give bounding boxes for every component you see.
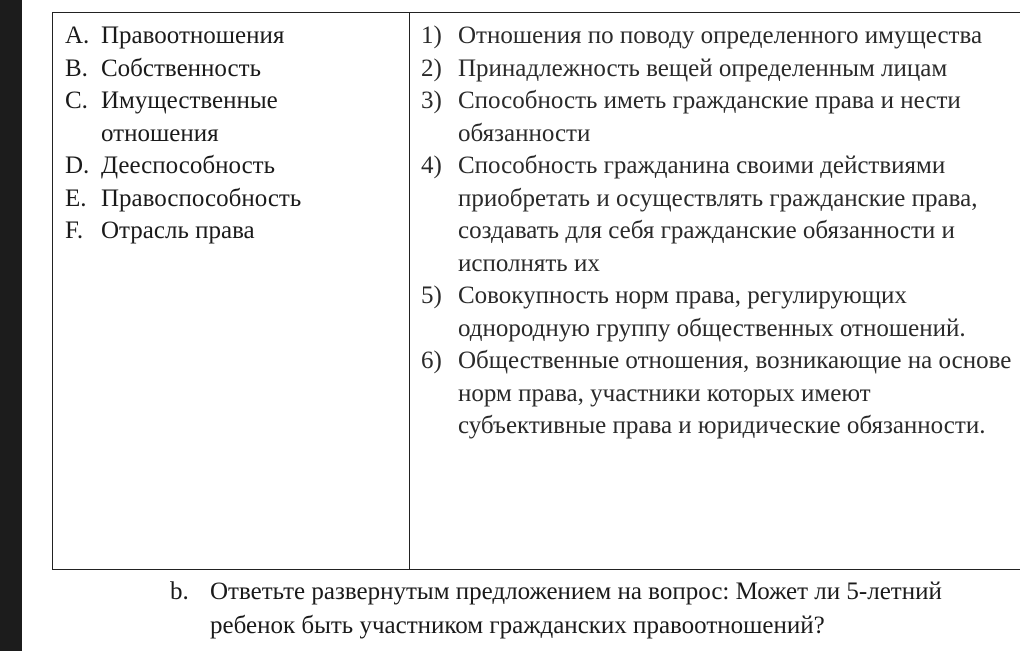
term-text: Отрасль права bbox=[101, 217, 255, 244]
terms-list bbox=[65, 20, 381, 248]
term-item bbox=[65, 85, 381, 150]
definition-number: 3) bbox=[421, 87, 442, 114]
question-text: Ответьте развернутым предложением на вопрос: Может ли 5-летний ребенок быть участником гражданских правоотношений? bbox=[210, 578, 942, 639]
term-letter: B. bbox=[65, 54, 88, 82]
term-text: Имущественные отношения bbox=[101, 87, 278, 147]
definition-number: 5) bbox=[421, 282, 442, 309]
term-letter: F. bbox=[65, 217, 84, 244]
definitions-list bbox=[421, 20, 1018, 443]
term-text: Правоотношения bbox=[101, 22, 285, 49]
definition-item bbox=[421, 345, 1018, 443]
definition-number: 6) bbox=[421, 347, 442, 374]
definition-item bbox=[421, 85, 1018, 150]
term-item bbox=[65, 20, 381, 53]
definition-item bbox=[421, 280, 1018, 345]
term-item bbox=[65, 53, 381, 86]
left-edge-bar bbox=[0, 0, 22, 651]
definition-text: Отношения по поводу определенного имущества bbox=[458, 22, 983, 49]
term-item bbox=[65, 215, 381, 248]
definition-text: Принадлежность вещей определенным лицам bbox=[458, 54, 948, 82]
term-text: Правоспособность bbox=[101, 184, 302, 212]
matching-table bbox=[52, 12, 1020, 570]
term-text: Собственность bbox=[101, 54, 261, 82]
definition-text: Общественные отношения, возникающие на основе норм права, участники которых имеют субъективные права и юридические обязанности. bbox=[458, 347, 1012, 439]
term-letter: E. bbox=[65, 184, 87, 212]
definition-number: 2) bbox=[421, 54, 442, 82]
definition-text: Совокупность норм права, регулирующих однородную группу общественных отношений. bbox=[458, 282, 966, 342]
term-text: Дееспособность bbox=[101, 152, 276, 179]
term-item bbox=[65, 150, 381, 183]
term-letter: C. bbox=[65, 87, 88, 114]
definition-item bbox=[421, 20, 1018, 53]
definition-text: Способность иметь гражданские права и нести обязанности bbox=[458, 87, 961, 147]
definition-item bbox=[421, 53, 1018, 86]
question-letter: b. bbox=[170, 578, 189, 605]
column-divider bbox=[409, 13, 410, 569]
definition-text: Способность гражданина своими действиями приобретать и осуществлять гражданские права, создавать для себя гражданские обязанности и исполнять их bbox=[458, 152, 978, 277]
term-letter: A. bbox=[65, 22, 90, 49]
definition-item bbox=[421, 150, 1018, 280]
definition-number: 4) bbox=[421, 152, 442, 179]
definition-number: 1) bbox=[421, 22, 442, 49]
term-item bbox=[65, 183, 381, 216]
question-b bbox=[170, 575, 1010, 643]
term-letter: D. bbox=[65, 152, 90, 179]
